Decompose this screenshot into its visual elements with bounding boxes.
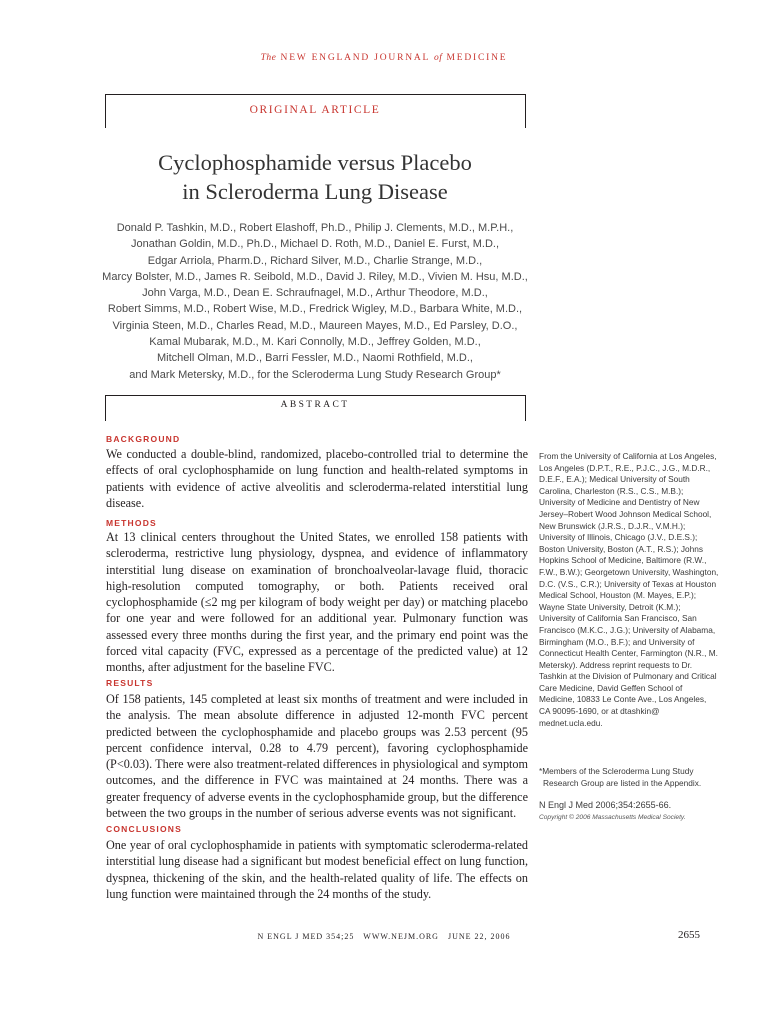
author-line: Robert Simms, M.D., Robert Wise, M.D., Fredrick Wigley, M.D., Barbara White, M.D., — [107, 303, 523, 316]
journal-citation: N Engl J Med 2006;354:2655-66. — [539, 800, 672, 810]
article-type: ORIGINAL ARTICLE — [249, 104, 381, 116]
journal-prefix: The — [260, 53, 277, 63]
abstract-rule-right — [525, 395, 526, 421]
article-title — [105, 148, 525, 206]
conclusions-heading: CONCLUSIONS — [106, 824, 183, 834]
author-line: John Varga, M.D., Dean E. Schraufnagel, M.D., Arthur Theodore, M.D., — [142, 287, 488, 300]
journal-name-part2: MEDICINE — [446, 53, 508, 63]
copyright-notice: Copyright © 2006 Massachusetts Medical Society. — [539, 814, 686, 821]
methods-text: At 13 clinical centers throughout the United States, we enrolled 158 patients with scleroderma, restrictive lung physiology, dyspnea, and evidence of inflammatory interstitial lung disease on examination of bronchoalveolar-lavage fluid, thoracic high-resolution computed tomography, or both. Patients received oral cyclophosphamide (≤2 mg per kilogram of body weight per day) or matching placebo for one year and were followed for an additional year. Pulmonary function was assessed every three months during the first year, and the primary end point was the forced vital capacity (FVC, expressed as a percentage of the predicted value) at 12 months, after adjustment for the baseline FVC. — [106, 530, 528, 675]
background-heading: BACKGROUND — [106, 434, 181, 444]
affiliations-note: From the University of California at Los Angeles, Los Angeles (D.P.T., R.E., P.J.C., J.G., M.D.R., D.E.F., E.A.); Medical University of South Carolina, Charleston (R.S., C.S., M.B.); University of Medicine and Dentistry of New Jersey–Robert Wood Johnson Medical School, New Brunswick (J.R.S., D.J.R., V.M.H.); University of Illinois, Chicago (J.V., D.E.S.); Boston University, Boston (A.T., R.S.); Johns Hopkins School of Medicine, Baltimore (R.W., F.W., B.W.); Georgetown University, Washington, D.C. (V.S., C.R.); University of Texas at Houston Medical School, Houston (M. Mayes, E.P.); Wayne State University, Detroit (K.M.); University of California San Francisco, San Francisco (M.K.C., J.G.); University of Alabama, Birmingham (M.O., B.F.); and University of Connecticut Health Center, Farmington (N.R., M. Metersky). Address reprint requests to Dr. Tashkin at the Division of Pulmonary and Critical Care Medicine, David Geffen School of Medicine, 10833 Le Conte Ave., Los Angeles, CA 90095-1690, or at dtashkin@ mednet.ucla.edu. — [539, 451, 719, 728]
abstract-rule-top — [105, 395, 526, 396]
title-line-2: in Scleroderma Lung Disease — [182, 179, 448, 204]
author-line: Donald P. Tashkin, M.D., Robert Elashoff, Ph.D., Philip J. Clements, M.D., M.P.H., — [116, 222, 514, 234]
results-heading: RESULTS — [106, 678, 154, 688]
page-footer: N ENGL J MED 354;25 WWW.NEJM.ORG JUNE 22, 2006 — [257, 932, 511, 941]
research-group-footnote: *Members of the Scleroderma Lung Study Research Group are listed in the Appendix. — [539, 766, 702, 788]
author-list — [100, 220, 530, 383]
methods-heading: METHODS — [106, 518, 157, 528]
author-line: Marcy Bolster, M.D., James R. Seibold, M.D., David J. Riley, M.D., Vivien M. Hsu, M.D., — [102, 270, 528, 283]
author-line: Jonathan Goldin, M.D., Ph.D., Michael D. Roth, M.D., Daniel E. Furst, M.D., — [130, 238, 499, 251]
page-number: 2655 — [678, 929, 700, 941]
author-line: Edgar Arriola, Pharm.D., Richard Silver, M.D., Charlie Strange, M.D., — [147, 254, 483, 267]
results-text: Of 158 patients, 145 completed at least six months of treatment and were included in the analysis. The mean absolute difference in adjusted 12-month FVC percent predicted between the cyclophosphamide and placebo groups was 2.53 percent (95 percent confidence interval, 0.28 to 4.79 percent), favoring cyclophosphamide (P<0.03). There were also treatment-related differences in physiological and symptom outcomes, and the difference in FVC was maintained at 24 months. There was a greater frequency of adverse events in the cyclophosphamide group, but the difference between the two groups in the number of serious adverse events was not significant. — [106, 692, 528, 821]
background-text: We conducted a double-blind, randomized, placebo-controlled trial to determine the effects of oral cyclophosphamide on lung function and health-related symptoms in patients with evidence of active alveolitis and scleroderma-related interstitial lung disease. — [106, 447, 528, 510]
abstract-label: ABSTRACT — [280, 400, 350, 410]
author-line: Mitchell Olman, M.D., Barri Fessler, M.D., Naomi Rothfield, M.D., — [156, 352, 473, 365]
journal-name-part1: NEW ENGLAND JOURNAL — [280, 53, 430, 63]
author-line: Kamal Mubarak, M.D., M. Kari Connolly, M.D., Jeffrey Golden, M.D., — [149, 336, 481, 349]
frame-rule-right — [525, 94, 526, 128]
journal-header — [0, 53, 768, 63]
conclusions-text: One year of oral cyclophosphamide in patients with symptomatic scleroderma-related interstitial lung disease had a significant but modest beneficial effect on lung function, dyspnea, thickening of the skin, and the health-related quality of life. The effects on lung function were maintained through the 24 months of the study. — [106, 838, 528, 901]
author-line: and Mark Metersky, M.D., for the Scleroderma Lung Study Research Group* — [129, 368, 501, 381]
author-line: Virginia Steen, M.D., Charles Read, M.D., Maureen Mayes, M.D., Ed Parsley, D.O., — [112, 319, 518, 332]
title-line-1: Cyclophosphamide versus Placebo — [158, 150, 472, 175]
journal-of: of — [433, 53, 443, 63]
frame-rule-top — [105, 94, 526, 95]
